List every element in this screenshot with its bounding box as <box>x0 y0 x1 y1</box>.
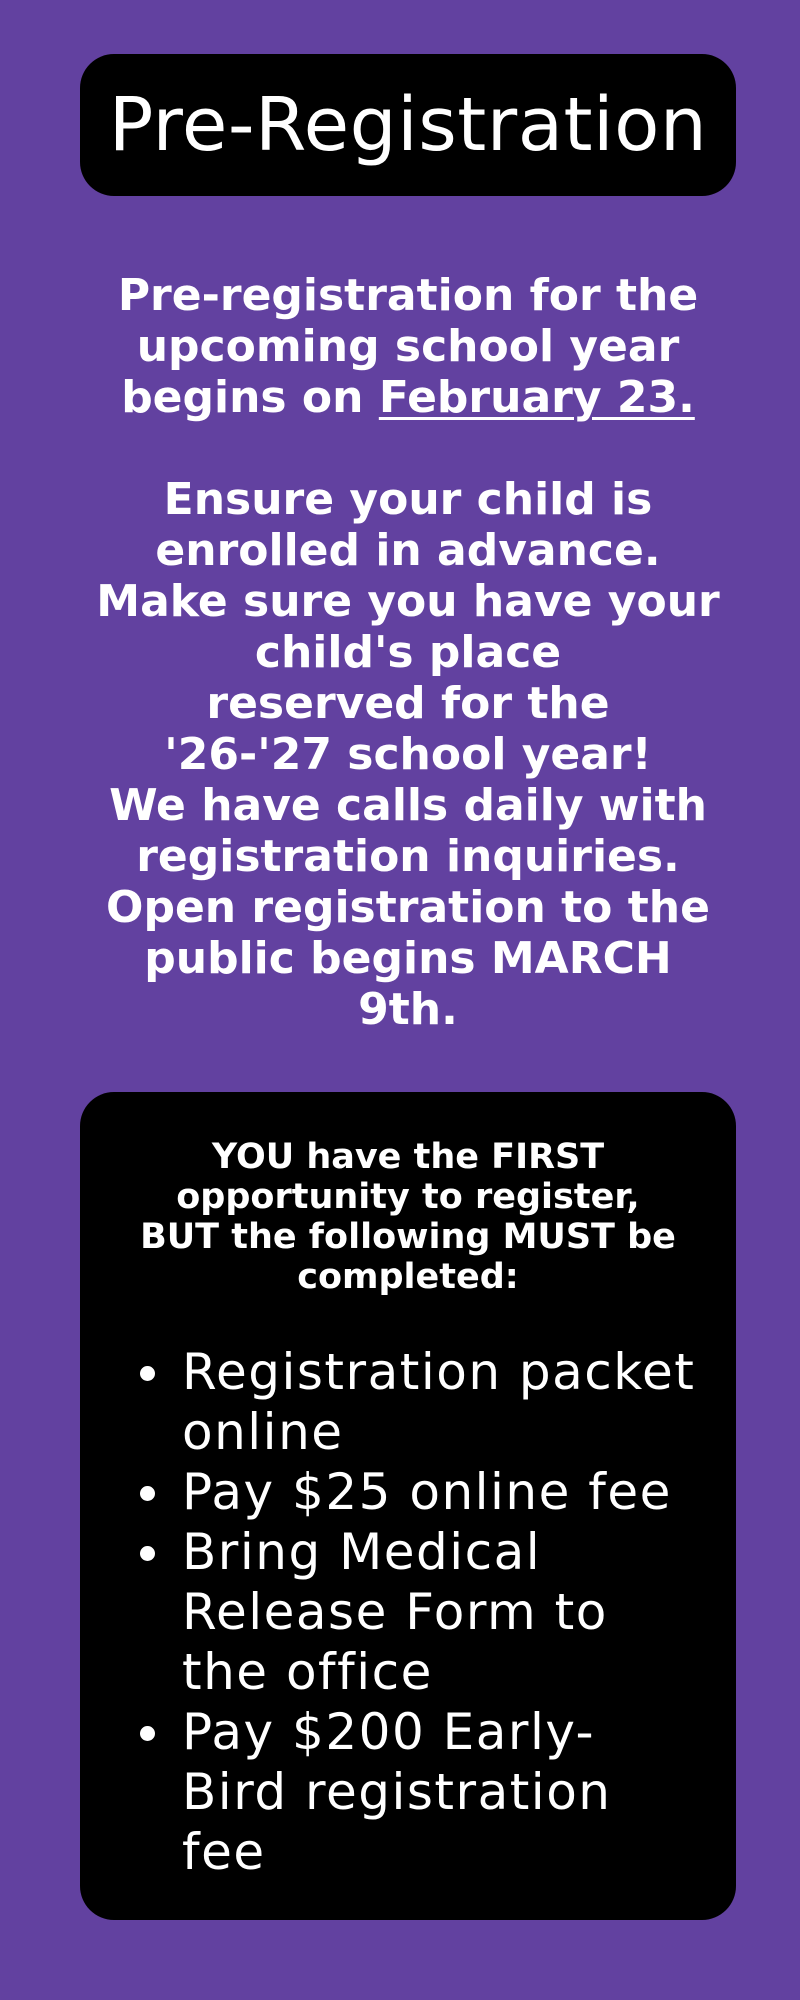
bullet-icon <box>140 1726 155 1741</box>
intro-line: registration inquiries. <box>136 831 680 882</box>
intro-line: Ensure your child is <box>163 474 653 525</box>
heading-line: BUT the following MUST be <box>140 1217 676 1257</box>
page-title: Pre-Registration <box>108 82 708 168</box>
heading-line: completed: <box>297 1257 519 1297</box>
intro-line: Make sure you have your <box>96 576 720 627</box>
intro-line <box>80 372 736 423</box>
bullet-icon <box>140 1486 155 1501</box>
list-item-line: Pay $200 Early- <box>182 1703 596 1761</box>
bullet-icon <box>140 1546 155 1561</box>
intro-line: enrolled in advance. <box>155 525 661 576</box>
intro-line: Pre-registration for the <box>117 270 699 321</box>
intro-line-prefix: begins on <box>121 372 379 423</box>
list-item <box>80 1522 736 1702</box>
bullet-icon <box>140 1366 155 1381</box>
intro-line: upcoming school year <box>136 321 680 372</box>
start-date: February 23. <box>378 372 695 423</box>
heading-line: YOU have the FIRST <box>211 1137 605 1177</box>
list-item-line: Bird registration <box>182 1763 612 1821</box>
heading-line: opportunity to register, <box>176 1177 640 1217</box>
list-item-line: Pay $25 online fee <box>182 1463 672 1521</box>
list-item-line: Registration packet <box>182 1343 696 1401</box>
list-item-line: Release Form to <box>182 1583 608 1641</box>
intro-line: Open registration to the <box>106 882 710 933</box>
intro-line: public begins MARCH <box>144 933 672 984</box>
list-item-line: Bring Medical <box>182 1523 542 1581</box>
list-item <box>80 1342 736 1462</box>
intro-line: child's place <box>254 627 562 678</box>
intro-line: 9th. <box>358 984 458 1035</box>
list-item-line: online <box>182 1403 344 1461</box>
intro-line: reserved for the <box>206 678 610 729</box>
list-item <box>80 1462 736 1522</box>
list-item-line: the office <box>182 1643 433 1701</box>
intro-line: '26-'27 school year! <box>164 729 652 780</box>
list-item <box>80 1702 736 1882</box>
intro-text <box>80 270 736 1035</box>
requirements-heading <box>120 1137 696 1297</box>
requirements-box <box>80 1092 736 1920</box>
intro-line: We have calls daily with <box>109 780 707 831</box>
list-item-line: fee <box>182 1823 266 1881</box>
title-banner <box>80 54 736 196</box>
requirements-list <box>80 1342 736 1882</box>
